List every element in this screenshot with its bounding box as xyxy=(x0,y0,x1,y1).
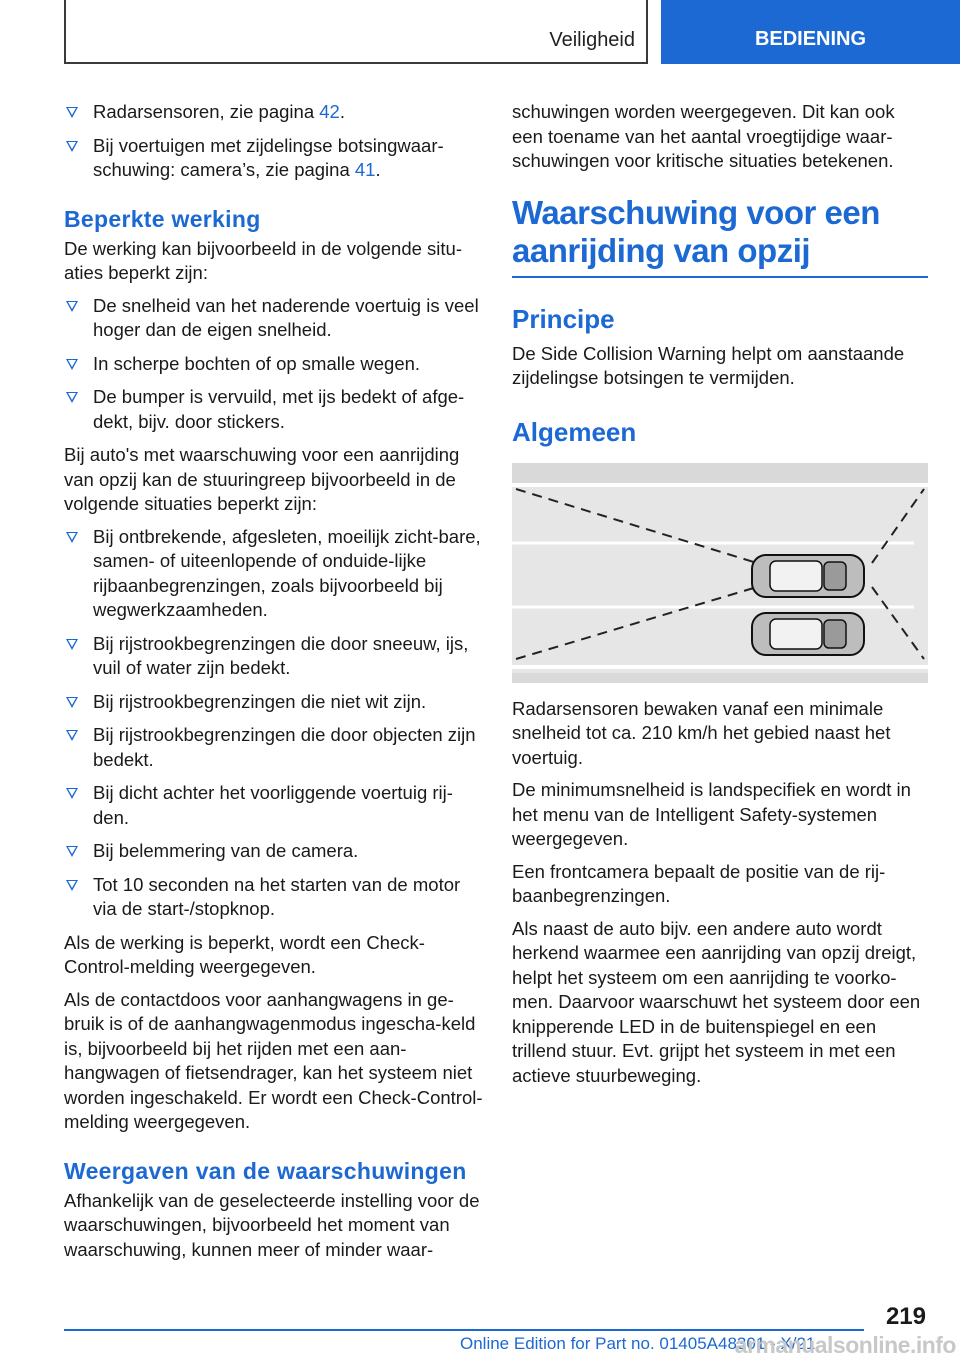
triangle-bullet-icon xyxy=(66,107,78,118)
triangle-bullet-icon xyxy=(66,639,78,650)
bullet-list-stuur xyxy=(64,525,484,922)
car-icon xyxy=(752,555,864,597)
triangle-bullet-icon xyxy=(66,788,78,799)
list-item: Bij rijstrookbegrenzingen die door objecten zijn bedekt. xyxy=(64,723,484,772)
paragraph: De minimumsnelheid is landspecifiek en wordt in het menu van de Intelligent Safety-systemen weergegeven. xyxy=(512,779,911,849)
heading-principe: Principe xyxy=(512,303,615,334)
left-column xyxy=(64,100,484,1270)
paragraph: schuwingen worden weergegeven. Dit kan ook een toename van het aantal vroegtijdige waar-schuwingen voor kritische situaties betekenen. xyxy=(512,101,895,171)
page-title: Waarschuwing voor een aanrijding van opzij xyxy=(512,194,928,278)
heading-algemeen: Algemeen xyxy=(512,416,637,447)
right-column xyxy=(512,100,928,1096)
triangle-bullet-icon xyxy=(66,141,78,152)
chapter-tab[interactable]: BEDIENING xyxy=(661,0,960,64)
triangle-bullet-icon xyxy=(66,301,78,312)
list-item: Bij ontbrekende, afgesleten, moeilijk zicht-bare, samen- of uiteenlopende of onduide-lijke rijbaanbegrenzingen, zoals bijvoorbeeld bij wegwerkzaamheden. xyxy=(64,525,484,623)
paragraph: Als de contactdoos voor aanhangwagens in ge-bruik is of de aanhangwagenmodus ingescha-keld is, bijvoorbeeld bij het rijden met een aan-hangwagen of fietsendrager, kan het systeem niet worden ingeschakeld. Er wordt een Check-Control-melding weergegeven. xyxy=(64,988,483,1132)
list-item: De bumper is vervuild, met ijs bedekt of afge-dekt, bijv. door stickers. xyxy=(64,385,484,434)
paragraph: Als de werking is beperkt, wordt een Check-Control-melding weergegeven. xyxy=(64,931,425,977)
heading-beperkte-werking: Beperkte werking xyxy=(64,205,261,232)
page-link[interactable]: 42 xyxy=(319,101,340,122)
triangle-bullet-icon xyxy=(66,532,78,543)
side-collision-illustration xyxy=(512,463,928,683)
page-link[interactable]: 41 xyxy=(354,159,376,180)
list-item: Radarsensoren, zie pagina 42. xyxy=(64,100,484,125)
footer-divider xyxy=(64,1329,864,1331)
triangle-bullet-icon xyxy=(66,730,78,741)
paragraph: De werking kan bijvoorbeeld in de volgende situ-aties beperkt zijn: xyxy=(64,237,462,283)
list-item: Tot 10 seconden na het starten van de motor via de start-/stopknop. xyxy=(64,873,484,922)
paragraph: Een frontcamera bepaalt de positie van de rij-baanbegrenzingen. xyxy=(512,860,886,906)
footer-edition: Online Edition for Part no. 01405A48301 - X/21 xyxy=(460,1334,816,1353)
bullet-list-sensors xyxy=(64,100,484,183)
list-item: Bij dicht achter het voorliggende voertuig rij-den. xyxy=(64,781,484,830)
triangle-bullet-icon xyxy=(66,697,78,708)
bullet-list-beperkt xyxy=(64,294,484,435)
triangle-bullet-icon xyxy=(66,846,78,857)
paragraph: Als naast de auto bijv. een andere auto wordt herkend waarmee een aanrijding van opzij dreigt, helpt het systeem om een aanrijding te voorko-men. Daarvoor waarschuwt het systeem door een knipperende LED in de buitenspiegel en een trillend stuur. Evt. grijpt het systeem in met een actieve stuurbeweging. xyxy=(512,917,921,1086)
page-number: 219 xyxy=(885,1303,926,1330)
list-item: Bij belemmering van de camera. xyxy=(64,839,484,864)
triangle-bullet-icon xyxy=(66,880,78,891)
heading-weergaven: Weergaven van de waarschuwingen xyxy=(64,1157,467,1184)
list-item: Bij rijstrookbegrenzingen die door sneeuw, ijs, vuil of water zijn bedekt. xyxy=(64,632,484,681)
triangle-bullet-icon xyxy=(66,392,78,403)
paragraph: Radarsensoren bewaken vanaf een minimale snelheid tot ca. 210 km/h het gebied naast het voertuig. xyxy=(512,697,891,768)
paragraph: De Side Collision Warning helpt om aanstaande zijdelingse botsingen te vermijden. xyxy=(512,342,905,388)
paragraph: Bij auto's met waarschuwing voor een aanrijding van opzij kan de stuuringreep bijvoorbeeld in de volgende situaties beperkt zijn: xyxy=(64,444,460,514)
triangle-bullet-icon xyxy=(66,359,78,370)
watermark: armanualsonline.info xyxy=(734,1332,956,1358)
car-icon xyxy=(752,613,864,655)
list-item: Bij voertuigen met zijdelingse botsingwaar-schuwing: camera’s, zie pagina 41. xyxy=(64,134,484,183)
list-item: In scherpe bochten of op smalle wegen. xyxy=(64,352,484,377)
list-item: De snelheid van het naderende voertuig is veel hoger dan de eigen snelheid. xyxy=(64,294,484,343)
header-section-title: Veiligheid xyxy=(549,29,635,51)
list-item: Bij rijstrookbegrenzingen die niet wit zijn. xyxy=(64,690,484,715)
paragraph: Afhankelijk van de geselecteerde instelling voor de waarschuwingen, bijvoorbeeld het moment van waarschuwing, kunnen meer of minder waar- xyxy=(64,1189,480,1260)
